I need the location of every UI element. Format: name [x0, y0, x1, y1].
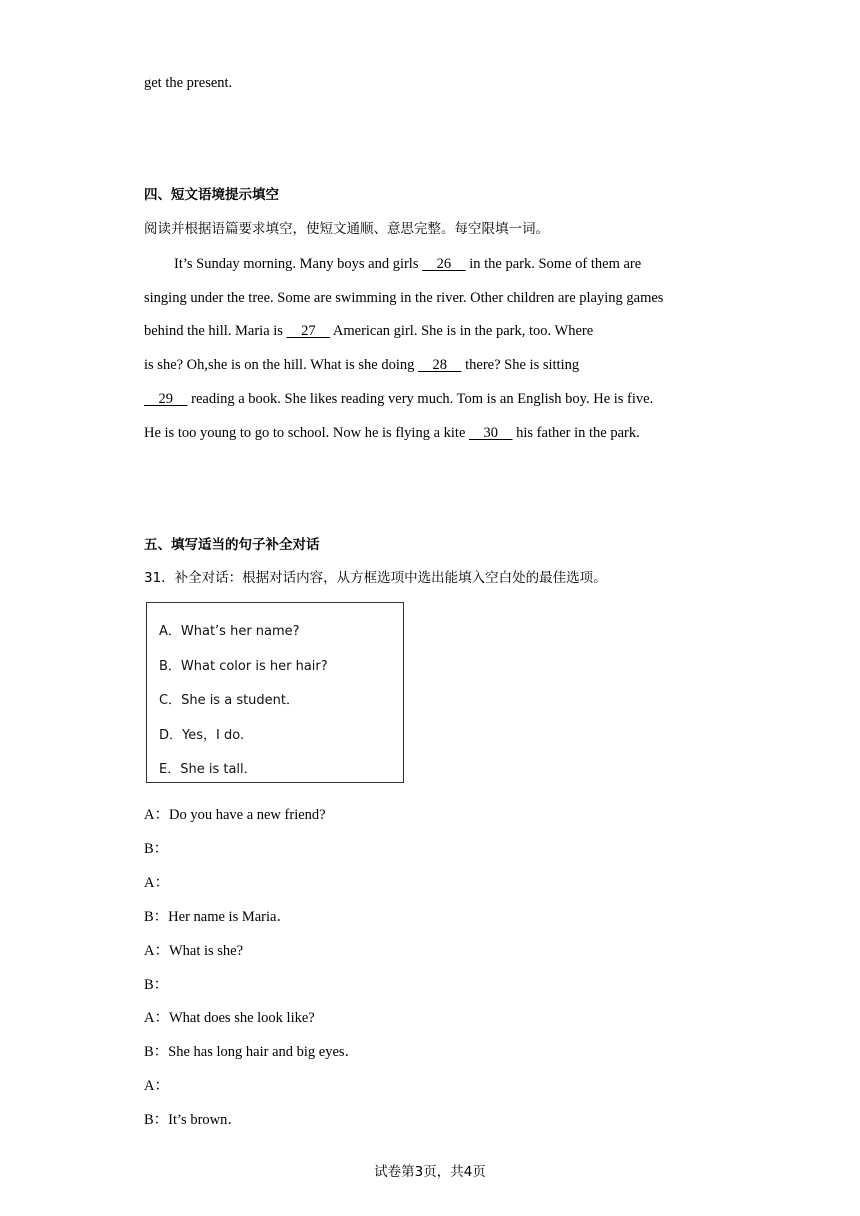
blank-29[interactable]: 29	[144, 391, 188, 407]
dialogue-line: A：What is she?	[144, 943, 244, 959]
passage-text: is she? Oh,she is on the hill. What is she doing	[144, 357, 418, 373]
continued-text: get the present.	[144, 75, 233, 91]
passage-line-3	[144, 322, 593, 340]
option-e: E．She is tall．	[159, 762, 257, 777]
section-5-title: 五、填写适当的句子补全对话	[144, 537, 320, 553]
dialogue-line[interactable]: A：	[144, 1078, 169, 1094]
passage-text: in the park. Some of them are	[465, 256, 642, 272]
options-box	[146, 602, 404, 783]
option-b: B．What color is her hair?	[159, 659, 328, 674]
passage-line-1	[174, 255, 641, 273]
dialogue-line[interactable]: B：	[144, 977, 169, 993]
page-footer: 试卷第3页，共4页	[374, 1164, 486, 1180]
blank-26[interactable]: 26	[422, 256, 466, 272]
section-4-instruction: 阅读并根据语篇要求填空，使短文通顺、意思完整。每空限填一词。	[144, 221, 549, 237]
passage-line-6	[144, 424, 640, 442]
passage-text: He is too young to go to school. Now he is flying a kite	[144, 425, 470, 441]
passage-line-2: singing under the tree. Some are swimming in the river. Other children are playing games	[144, 290, 664, 306]
dialogue-line: A：Do you have a new friend?	[144, 807, 326, 823]
dialogue-line: A：What does she look like?	[144, 1010, 315, 1026]
dialogue-line[interactable]: A：	[144, 875, 169, 891]
option-d: D．Yes，I do.	[159, 728, 245, 743]
dialogue-line[interactable]: B：	[144, 841, 169, 857]
passage-text: American girl. She is in the park, too. Where	[330, 323, 594, 339]
section-4-title: 四、短文语境提示填空	[144, 187, 279, 203]
option-c: C．She is a student．	[159, 693, 300, 708]
dialogue-line: B：It’s brown．	[144, 1112, 242, 1128]
passage-text: It’s Sunday morning. Many boys and girls	[174, 256, 423, 272]
dialogue-line: B：Her name is Maria．	[144, 909, 291, 925]
dialogue-line: B：She has long hair and big eyes．	[144, 1044, 360, 1060]
passage-text: his father in the park.	[512, 425, 640, 441]
passage-line-4	[144, 356, 579, 374]
blank-27[interactable]: 27	[286, 323, 331, 339]
passage-text: reading a book. She likes reading very much. Tom is an English boy. He is five.	[187, 391, 654, 407]
blank-28[interactable]: 28	[418, 357, 462, 373]
blank-30[interactable]: 30	[469, 425, 513, 441]
passage-text: behind the hill. Maria is	[144, 323, 287, 339]
passage-line-5	[144, 390, 653, 408]
passage-text: there? She is sitting	[461, 357, 580, 373]
option-a: A．What’s her name?	[159, 624, 300, 639]
question-31: 31．补全对话：根据对话内容，从方框选项中选出能填入空白处的最佳选项。	[144, 570, 607, 586]
